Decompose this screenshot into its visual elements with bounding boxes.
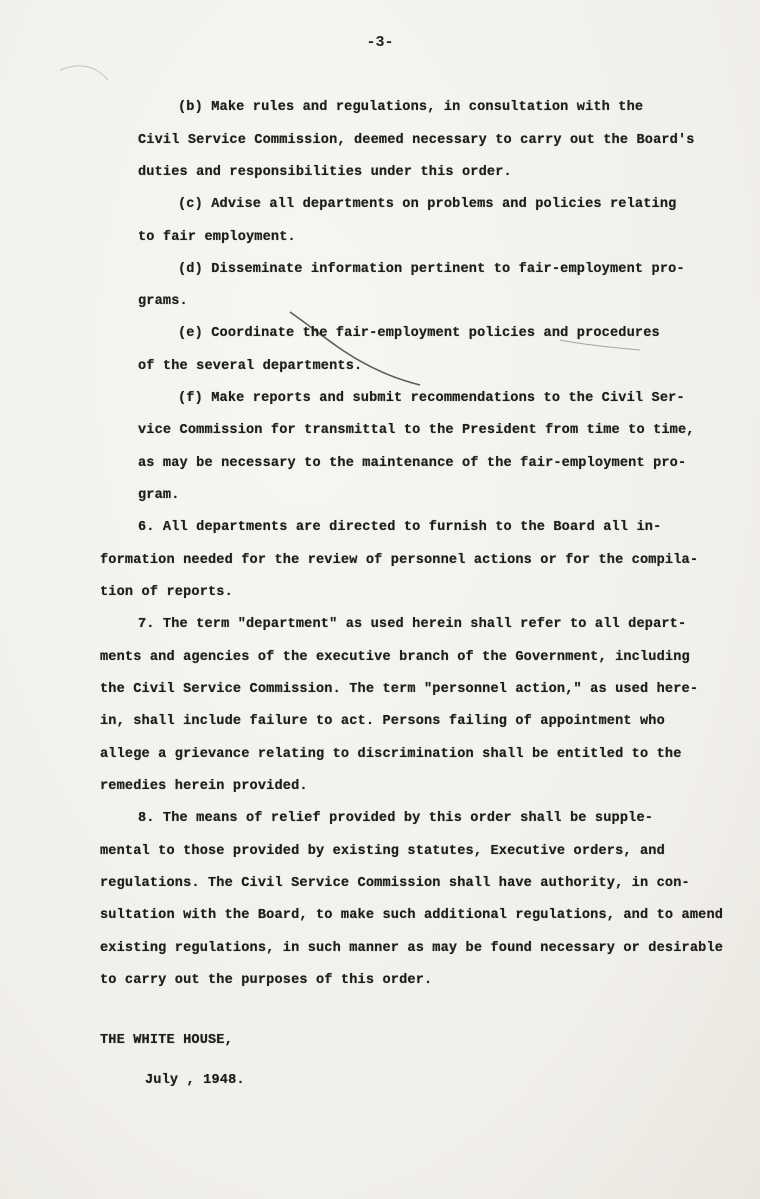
text-line: as may be necessary to the maintenance of the fair-employment pro- (138, 456, 687, 471)
text-line: remedies herein provided. (100, 779, 308, 794)
text-line: (b) Make rules and regulations, in consultation with the (178, 100, 644, 115)
text-line: sultation with the Board, to make such additional regulations, and to amend (100, 908, 724, 923)
text-line: mental to those provided by existing statutes, Executive orders, and (100, 844, 665, 859)
text-line: formation needed for the review of personnel actions or for the compila- (100, 553, 699, 568)
text-line: of the several departments. (138, 359, 363, 374)
text-line: (c) Advise all departments on problems and policies relating (178, 197, 677, 212)
page-number: -3- (366, 34, 394, 51)
text-line: 8. The means of relief provided by this order shall be supple- (138, 811, 654, 826)
text-line: gram. (138, 488, 180, 503)
text-line: (d) Disseminate information pertinent to fair-employment pro- (178, 262, 685, 277)
text-line: in, shall include failure to act. Persons failing of appointment who (100, 714, 665, 729)
text-line: the Civil Service Commission. The term "personnel action," as used here- (100, 682, 699, 697)
signature-place: THE WHITE HOUSE, (100, 1033, 233, 1048)
text-line: allege a grievance relating to discrimination shall be entitled to the (100, 747, 682, 762)
text-line: (e) Coordinate the fair-employment policies and procedures (178, 326, 660, 341)
text-line: ments and agencies of the executive branch of the Government, including (100, 650, 690, 665)
text-line: to carry out the purposes of this order. (100, 973, 433, 988)
text-line: 6. All departments are directed to furnish to the Board all in- (138, 520, 662, 535)
text-line: (f) Make reports and submit recommendations to the Civil Ser- (178, 391, 685, 406)
text-line: grams. (138, 294, 188, 309)
text-line: regulations. The Civil Service Commission shall have authority, in con- (100, 876, 690, 891)
text-line: vice Commission for transmittal to the President from time to time, (138, 423, 695, 438)
document-date: July , 1948. (145, 1073, 245, 1088)
text-line: to fair employment. (138, 230, 296, 245)
text-line: existing regulations, in such manner as may be found necessary or desirable (100, 941, 724, 956)
text-line: Civil Service Commission, deemed necessary to carry out the Board's (138, 133, 695, 148)
text-line: tion of reports. (100, 585, 233, 600)
text-line: 7. The term "department" as used herein shall refer to all depart- (138, 617, 687, 632)
text-line: duties and responsibilities under this order. (138, 165, 512, 180)
